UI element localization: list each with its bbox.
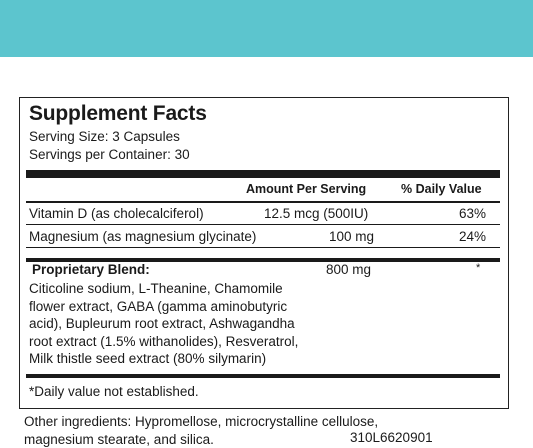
divider [26,224,500,225]
blend-name: Proprietary Blend: [32,262,150,277]
row-name-vitamin-d: Vitamin D (as cholecalciferol) [29,206,204,221]
lot-code: 310L6620901 [350,430,433,445]
thick-divider [26,170,500,178]
header-daily-value: % Daily Value [401,182,482,196]
blend-dv: * [476,262,481,274]
divider [26,201,500,203]
row-amount-magnesium: 100 mg [329,229,375,244]
header-amount-per-serving: Amount Per Serving [246,182,367,196]
blend-ingredients: Citicoline sodium, L-Theanine, Chamomile flower extract, GABA (gamma aminobutyric acid), Bupleurum root extract, Ashwagandha root extract (1.5% withanolides), Resveratrol, Milk thistle seed extract (80% silymarin) [29,281,299,366]
footnote: *Daily value not established. [29,384,199,399]
blend-amount: 800 mg [326,262,372,277]
divider [26,247,500,248]
row-name-magnesium: Magnesium (as magnesium glycinate) [29,229,257,244]
top-color-band [0,0,533,57]
row-dv-vitamin-d: 63% [458,206,486,221]
row-dv-magnesium: 24% [458,229,486,244]
row-amount-vitamin-d: 12.5 mcg (500IU) [264,206,369,221]
panel-title: Supplement Facts [29,102,207,125]
other-ingredients: Other ingredients: Hypromellose, microcrystalline cellulose, magnesium stearate, and silica. [24,414,379,447]
thick-divider [26,374,500,378]
supplement-facts-panel [19,97,509,409]
serving-size: Serving Size: 3 Capsules [29,129,180,144]
servings-per-container: Servings per Container: 30 [29,147,190,162]
